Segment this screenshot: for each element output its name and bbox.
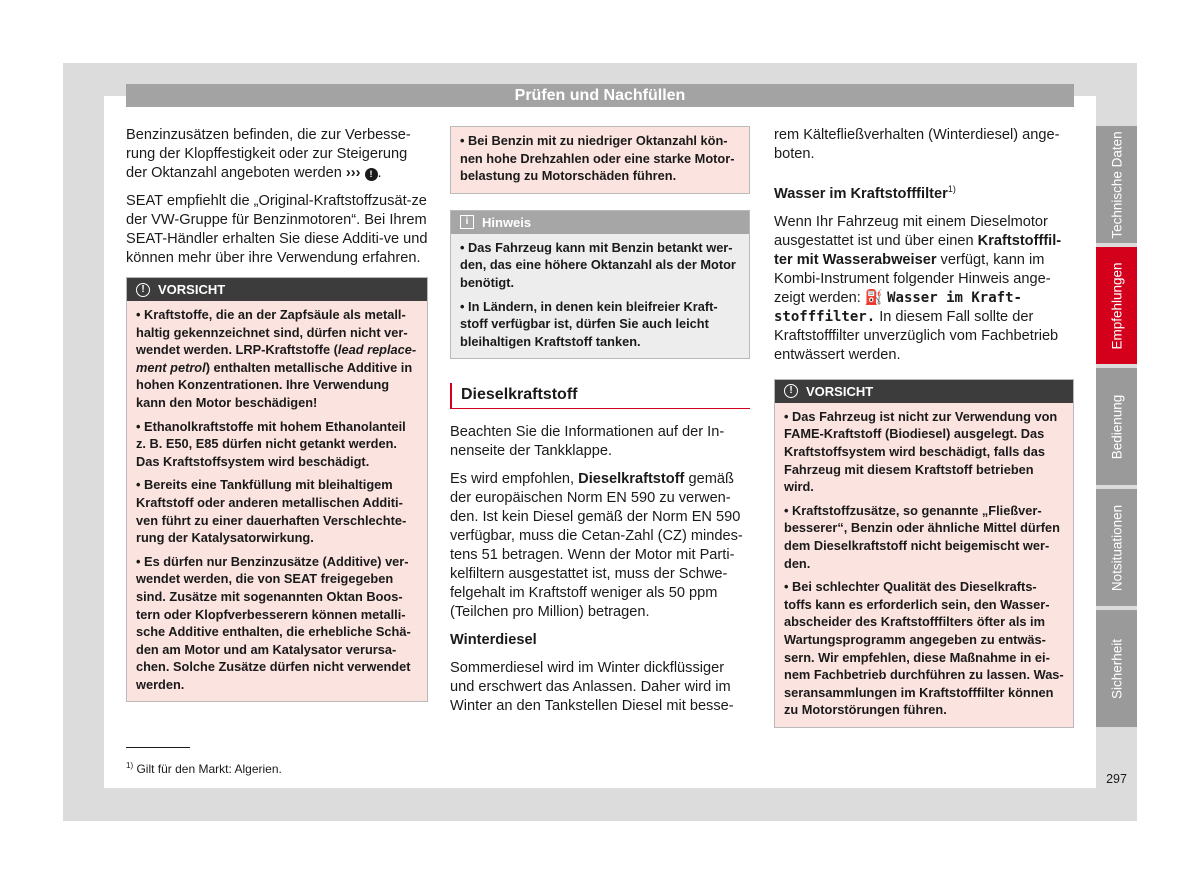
caution-item: • Bei schlechter Qualität des Dieselkrafts-toffs kann es erforderlich sein, den Wasser-abscheider des Kraftstofffilters öfter als im Wartungsprogramm angegeben zu entwäs-sern. Wir empfehlen, diese Maßnahme in ei-nem Fachbetrieb durchführen zu lassen. Was-seransammlungen im Kraftstofffilter können zu Motorstörungen führen.: [784, 579, 1064, 718]
section-heading: Dieselkraftstoff: [450, 383, 750, 409]
subheading: Winterdiesel: [450, 632, 537, 649]
caution-box: [774, 379, 1074, 728]
info-icon: i: [460, 215, 474, 229]
note-box: [450, 210, 750, 360]
caution-title: VORSICHT: [806, 383, 874, 399]
subheading: [774, 180, 1074, 204]
tab-empfehlungen[interactable]: [1096, 247, 1137, 364]
tab-label: Technische Daten: [1109, 130, 1124, 239]
column-middle: [450, 126, 750, 725]
caution-item: • Ethanolkraftstoffe mit hohem Ethanolanteil z. B. E50, E85 dürfen nicht getankt werden. Das Kraftstoffsystem wird beschädigt.: [136, 418, 406, 469]
caution-header: [775, 380, 1073, 403]
tab-notsituationen[interactable]: [1096, 489, 1137, 606]
text: Wasser im Kraftstofffilter: [774, 185, 948, 202]
column-right: [774, 126, 1074, 744]
bold-term: Dieselkraftstoff: [578, 471, 685, 488]
caution-item: • Das Fahrzeug ist nicht zur Verwendung von FAME-Kraftstoff (Biodiesel) ausgelegt. Das Kraftstoffsystem wird beschädigt, falls das Fahrzeug mit diesem Kraftstoff betrieben wird.: [784, 408, 1058, 495]
paragraph: rem Kältefließverhalten (Winterdiesel) ange-boten.: [774, 127, 1060, 162]
caution-title: VORSICHT: [158, 282, 226, 297]
note-item: • In Ländern, in denen kein bleifreier Kraft-stoff verfügbar ist, dürfen Sie auch leicht bleihaltigen Kraftstoff tanken.: [460, 298, 718, 349]
paragraph: Beachten Sie die Informationen auf der In-nenseite der Tankklappe.: [450, 424, 725, 460]
column-left: [126, 126, 428, 718]
caution-continued-box: [450, 126, 750, 194]
caution-body: [127, 301, 427, 701]
caution-icon: !: [784, 384, 798, 398]
tab-label: Sicherheit: [1109, 638, 1124, 699]
caution-item: • Es dürfen nur Benzinzusätze (Additive) ver-wendet werden, die von SEAT freigegeben sind. Zusätze mit sogenannten Oktan Boos-tern oder Klopfverbesserern können metalli-sche Additive enthalten, die erhebliche Schä-den am Motor und am Katalysator verursa-chen. Solche Zusätze dürfen nicht verwendet werden.: [136, 553, 411, 692]
warning-icon: !: [365, 168, 378, 181]
caution-icon: !: [136, 283, 150, 297]
note-body: [451, 234, 749, 359]
caution-header: [127, 278, 427, 301]
paragraph: [126, 126, 428, 183]
footnote-marker: 1): [126, 761, 134, 770]
paragraph: [774, 213, 1074, 365]
paragraph: [450, 470, 750, 622]
cross-ref-arrows: ›››: [345, 165, 361, 181]
tab-technische-daten[interactable]: [1096, 126, 1137, 243]
note-header: [451, 211, 749, 234]
text: Wenn Ihr Fahrzeug mit einem Dieselmotor ausgestattet ist und über einen: [774, 213, 1048, 249]
tab-sicherheit[interactable]: [1096, 610, 1137, 727]
text: Es wird empfohlen,: [450, 471, 579, 488]
text: ) enthalten metallische Additive in hohen Konzentrationen. Ihre Verwendung kann den Motor beschädigen!: [136, 359, 413, 410]
text: In diesem Fall sollte der Kraftstofffilter unverzüglich vom Fachbetrieb entwässert werden.: [774, 308, 1059, 363]
tab-label: Bedienung: [1109, 394, 1124, 459]
text: • Kraftstoffe, die an der Zapfsäule als metall-haltig gekennzeichnet sind, dürfen nicht ver-wendet werden. LRP-Kraftstoffe (: [136, 307, 408, 358]
footnote-text: Gilt für den Markt: Algerien.: [133, 762, 282, 776]
caution-item: • Kraftstoffzusätze, so genannte „Fließver-besserer“, Benzin oder ähnliche Mittel dürfen dem Dieselkraftstoff nicht beigemischt wer-den.: [784, 502, 1060, 571]
italic-term: lead replace-ment petrol: [136, 342, 417, 375]
fuel-filter-water-icon: ⛽​: [864, 289, 884, 306]
note-item: • Das Fahrzeug kann mit Benzin betankt wer-den, das eine höhere Oktanzahl als der Motor benötigt.: [460, 239, 736, 290]
page-header: Prüfen und Nachfüllen: [126, 84, 1074, 107]
text: gemäß der europäischen Norm EN 590 zu verwen-den. Ist kein Diesel gemäß der Norm EN 590 verfügbar, muss die Cetan-Zahl (CZ) mindes-tens 51 betragen. Wenn der Motor mit Parti-kelfiltern ausgestattet ist, muss der Schwe-felgehalt im Kraftstoff weniger als 50 ppm (Teilchen pro Million) betragen.: [450, 471, 743, 621]
text: verfügt, kann im Kombi-Instrument folgender Hinweis ange-zeigt werden:: [774, 251, 1051, 306]
caution-box: [126, 277, 428, 702]
caution-body: [451, 127, 749, 193]
tab-label: Empfehlungen: [1109, 261, 1124, 350]
paragraph: Sommerdiesel wird im Winter dickflüssiger und erschwert das Anlassen. Daher wird im Winter an den Tankstellen Diesel mit besse-: [450, 660, 734, 715]
caution-item: • Bei Benzin mit zu niedriger Oktanzahl kön-nen hohe Drehzahlen oder eine starke Motor-belastung zu Motorschäden führen.: [460, 133, 735, 184]
caution-item: [136, 306, 418, 412]
caution-body: [775, 403, 1073, 727]
caution-item: • Bereits eine Tankfüllung mit bleihaltigem Kraftstoff oder anderen metallischen Additi-ven führt zu einer dauerhaften Verschlechte-rung der Katalysatorwirkung.: [136, 477, 407, 546]
text: .: [377, 165, 382, 181]
footnote: [126, 761, 282, 776]
tab-label: Notsituationen: [1109, 504, 1124, 591]
bold-term: Kraftstofffil-ter mit Wasserabweiser: [774, 232, 1062, 268]
note-title: Hinweis: [482, 214, 532, 230]
footnote-marker: 1): [947, 184, 956, 194]
tab-bedienung[interactable]: [1096, 368, 1137, 485]
paragraph: SEAT empfiehlt die „Original-Kraftstoffzusät-ze der VW-Gruppe für Benzinmotoren“. Bei Ihrem SEAT-Händler erhalten Sie diese Additi-ve und können mehr über ihre Verwendung erfahren.: [126, 193, 428, 266]
text: Benzinzusätzen befinden, die zur Verbesse-rung der Klopffestigkeit oder zur Steigerung der Oktanzahl angeboten werden: [126, 127, 411, 181]
display-message: Wasser im Kraft-stofffilter.: [774, 289, 1022, 325]
footnote-divider: [126, 747, 190, 748]
page-number: 297: [1106, 772, 1127, 786]
